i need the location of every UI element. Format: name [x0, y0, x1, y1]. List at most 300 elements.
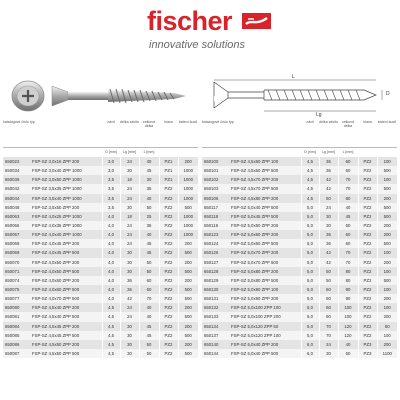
table-row: [3, 294, 198, 303]
table-row: [3, 303, 198, 312]
cell-l: 30: [120, 258, 139, 267]
cell-box: 100: [377, 285, 397, 294]
table-row: [202, 331, 397, 340]
table-row: [202, 230, 397, 239]
col-header-l: délka závitu: [120, 120, 139, 124]
cell-type: FSP-SZ 4,5x70 ZPP 500: [229, 184, 301, 193]
cell-l: 70: [319, 331, 338, 340]
cell-type: FSP-SZ 4,0x35 ZPP 1000: [30, 221, 102, 230]
cell-type: FSP-SZ 5,0x100 ZPP 200: [229, 312, 301, 321]
cell-code: 650118: [202, 212, 229, 221]
cell-d: 5,0: [301, 303, 319, 312]
cell-head: PZ2: [358, 221, 377, 230]
screw-photo-icon: [8, 76, 188, 121]
cell-code: 650140: [202, 340, 229, 349]
cell-box: 200: [178, 340, 198, 349]
cell-lg: 40: [139, 230, 159, 239]
brand-logo-text: fischer: [147, 6, 233, 36]
cell-code: 650106: [202, 194, 229, 203]
cell-l: 30: [120, 248, 139, 257]
unit-l: Lg [mm]: [319, 148, 338, 158]
col-header-l: délka závitu: [319, 120, 338, 124]
cell-type: FSP-SZ 4,5x70 ZPP 200: [229, 175, 301, 184]
cell-lg: 45: [139, 166, 159, 175]
cell-type: FSP-SZ 4,5x45 ZPP 500: [30, 331, 102, 340]
cell-lg: 100: [338, 312, 358, 321]
fischer-flag-logo-icon: [242, 13, 271, 29]
brand-tagline: innovative solutions: [149, 39, 246, 51]
col-header-head: hlava: [164, 120, 173, 124]
cell-d: 5,0: [301, 331, 319, 340]
cell-head: PZ2: [358, 331, 377, 340]
cell-code: 650067: [3, 230, 30, 239]
cell-l: 36: [120, 276, 139, 285]
col-header-lg: celková délka: [142, 120, 156, 129]
cell-d: 4,0: [102, 294, 120, 303]
cell-type: FSP-SZ 4,0x60 ZPP 200: [30, 276, 102, 285]
cell-code: 650131: [202, 294, 229, 303]
cell-l: 30: [120, 331, 139, 340]
cell-code: 650101: [202, 166, 229, 175]
table-row: [202, 258, 397, 267]
cell-code: 650084: [3, 322, 30, 331]
cell-head: PZ2: [358, 212, 377, 221]
cell-box: 200: [377, 312, 397, 321]
cell-d: 3,5: [102, 194, 120, 203]
cell-l: 36: [319, 239, 338, 248]
cell-l: 60: [319, 294, 338, 303]
cell-code: 650137: [202, 331, 229, 340]
cell-code: 650077: [3, 294, 30, 303]
cell-d: 3,0: [102, 157, 120, 166]
cell-head: PZ2: [159, 276, 178, 285]
table-row: [3, 203, 198, 212]
cell-lg: 35: [139, 184, 159, 193]
cell-code: 650128: [202, 267, 229, 276]
cell-d: 4,0: [102, 248, 120, 257]
cell-lg: 45: [338, 212, 358, 221]
cell-code: 650130: [202, 285, 229, 294]
cell-lg: 40: [338, 203, 358, 212]
cell-type: FSP-SZ 4,5x40 ZPP 500: [30, 312, 102, 321]
table-row: [3, 322, 198, 331]
cell-d: 5,0: [301, 221, 319, 230]
cell-code: 650066: [3, 221, 30, 230]
cell-type: FSP-SZ 6,0x40 ZPP 200: [229, 340, 301, 349]
cell-type: FSP-SZ 5,0x70 ZPP 500: [229, 258, 301, 267]
cell-box: 500: [178, 294, 198, 303]
cell-code: 650081: [3, 312, 30, 321]
cell-box: 200: [377, 294, 397, 303]
table-row: [202, 285, 397, 294]
table-row: [3, 349, 198, 358]
cell-code: 650086: [3, 340, 30, 349]
table-row: [3, 312, 198, 321]
cell-code: 650069: [3, 248, 30, 257]
cell-l: 60: [319, 303, 338, 312]
cell-type: FSP-SZ 5,0x80 ZPP 200: [229, 267, 301, 276]
unit-lg: L [mm]: [338, 148, 358, 158]
cell-lg: 35: [139, 221, 159, 230]
cell-d: 5,0: [301, 230, 319, 239]
cell-head: PZ2: [159, 294, 178, 303]
cell-head: PZ2: [358, 276, 377, 285]
table-row: [202, 239, 397, 248]
cell-lg: 70: [338, 248, 358, 257]
cell-box: 1000: [178, 194, 198, 203]
cell-l: 24: [120, 184, 139, 193]
cell-type: FSP-SZ 5,0x60 ZPP 500: [229, 239, 301, 248]
cell-type: FSP-SZ 4,5x80 ZPP 200: [229, 194, 301, 203]
cell-code: 650074: [3, 276, 30, 285]
cell-box: 200: [377, 340, 397, 349]
cell-code: 650085: [3, 331, 30, 340]
cell-type: FSP-SZ 6,0x40 ZPP 500: [229, 349, 301, 358]
cell-head: PZ2: [358, 285, 377, 294]
cell-code: 650044: [3, 194, 30, 203]
screw-dimension-drawing-icon: [204, 76, 398, 123]
cell-d: 4,5: [301, 157, 319, 166]
cell-lg: 80: [338, 276, 358, 285]
cell-box: 50: [377, 322, 397, 331]
cell-l: 30: [120, 340, 139, 349]
cell-lg: 50: [139, 203, 159, 212]
cell-type: FSP-SZ 5,0x40 ZPP 500: [229, 203, 301, 212]
cell-box: 100: [377, 303, 397, 312]
cell-l: 30: [120, 322, 139, 331]
cell-l: 36: [120, 285, 139, 294]
col-header-head: hlava: [363, 120, 372, 124]
cell-d: 5,0: [301, 258, 319, 267]
unit-lg: L [mm]: [139, 148, 159, 158]
cell-l: 24: [120, 230, 139, 239]
cell-d: 4,5: [301, 175, 319, 184]
cell-type: FSP-SZ 5,0x60 ZPP 200: [229, 230, 301, 239]
cell-d: 4,5: [102, 303, 120, 312]
table-row: [202, 312, 397, 321]
table-row: [202, 194, 397, 203]
cell-lg: 40: [139, 157, 159, 166]
cell-head: PZ2: [159, 221, 178, 230]
table-row: [202, 248, 397, 257]
cell-head: PZ2: [358, 184, 377, 193]
cell-type: FSP-SZ 5,0x45 ZPP 500: [229, 212, 301, 221]
cell-l: 30: [319, 349, 338, 358]
cell-lg: 80: [338, 267, 358, 276]
cell-code: 650080: [3, 303, 30, 312]
cell-type: FSP-SZ 5,0x120 ZPP 50: [229, 322, 301, 331]
cell-d: 4,5: [102, 312, 120, 321]
cell-type: FSP-SZ 5,0x50 ZPP 200: [229, 221, 301, 230]
cell-type: FSP-SZ 4,5x50 ZPP 200: [30, 340, 102, 349]
col-header-box: balení kusů: [377, 120, 397, 124]
cell-l: 24: [120, 194, 139, 203]
cell-type: FSP-SZ 4,5x60 ZPP 500: [229, 166, 301, 175]
cell-type: FSP-SZ 3,5x35 ZPP 1000: [30, 184, 102, 193]
cell-type: FSP-SZ 3,0x40 ZPP 1000: [30, 166, 102, 175]
table-row: [202, 276, 397, 285]
drawing-d-label: D: [386, 91, 390, 97]
cell-box: 500: [178, 203, 198, 212]
cell-lg: 25: [139, 212, 159, 221]
cell-box: 500: [178, 349, 198, 358]
cell-l: 36: [319, 230, 338, 239]
col-header-d: závit: [306, 120, 314, 124]
cell-lg: 120: [338, 331, 358, 340]
cell-lg: 60: [338, 157, 358, 166]
cell-type: FSP-SZ 3,5x50 ZPP 200: [30, 203, 102, 212]
cell-type: FSP-SZ 4,0x40 ZPP 1000: [30, 230, 102, 239]
cell-type: FSP-SZ 5,0x70 ZPP 200: [229, 248, 301, 257]
table-row: [202, 166, 397, 175]
cell-l: 24: [120, 312, 139, 321]
cell-d: 4,0: [102, 239, 120, 248]
cell-type: FSP-SZ 4,0x50 ZPP 500: [30, 267, 102, 276]
col-header-code: katalogové číslo: [202, 120, 228, 124]
table-row: [202, 294, 397, 303]
cell-code: 650133: [202, 312, 229, 321]
cell-l: 24: [120, 239, 139, 248]
cell-box: 1000: [178, 175, 198, 184]
cell-l: 18: [120, 175, 139, 184]
cell-d: 4,5: [102, 349, 120, 358]
cell-d: 5,0: [301, 312, 319, 321]
cell-head: PZ2: [159, 184, 178, 193]
cell-d: 4,0: [102, 267, 120, 276]
cell-head: PZ2: [159, 331, 178, 340]
cell-lg: 60: [139, 285, 159, 294]
cell-lg: 60: [338, 230, 358, 239]
cell-head: PZ2: [159, 303, 178, 312]
unit-row: [3, 148, 198, 158]
cell-box: 500: [178, 312, 198, 321]
cell-l: 30: [120, 267, 139, 276]
cell-head: PZ2: [358, 157, 377, 166]
cell-box: 200: [178, 157, 198, 166]
cell-head: PZ2: [159, 230, 178, 239]
cell-type: FSP-SZ 5,0x90 ZPP 100: [229, 285, 301, 294]
cell-code: 650022: [3, 157, 30, 166]
table-row: [202, 349, 397, 358]
col-header-type: typ: [229, 120, 234, 124]
cell-l: 70: [319, 322, 338, 331]
cell-lg: 70: [139, 294, 159, 303]
cell-type: FSP-SZ 3,0x16 ZPP 200: [30, 157, 102, 166]
cell-box: 1000: [178, 166, 198, 175]
cell-box: 500: [178, 285, 198, 294]
col-header-d: závit: [107, 120, 115, 124]
cell-d: 5,0: [301, 285, 319, 294]
cell-l: 24: [120, 303, 139, 312]
cell-box: 100: [377, 157, 397, 166]
table-row: [202, 175, 397, 184]
cell-box: 500: [178, 331, 198, 340]
cell-box: 200: [178, 258, 198, 267]
cell-lg: 80: [338, 194, 358, 203]
cell-lg: 40: [139, 194, 159, 203]
cell-box: 500: [178, 267, 198, 276]
cell-box: 500: [377, 239, 397, 248]
cell-d: 4,5: [102, 340, 120, 349]
cell-code: 650124: [202, 239, 229, 248]
cell-lg: 60: [139, 276, 159, 285]
cell-d: 6,0: [301, 340, 319, 349]
cell-type: FSP-SZ 4,0x45 ZPP 200: [30, 239, 102, 248]
cell-code: 650075: [3, 285, 30, 294]
col-header-type: typ: [30, 120, 35, 124]
table-row: [3, 157, 198, 166]
cell-l: 24: [120, 221, 139, 230]
cell-head: PZ3: [358, 340, 377, 349]
cell-box: 500: [377, 203, 397, 212]
cell-code: 650132: [202, 303, 229, 312]
cell-lg: 50: [139, 340, 159, 349]
cell-lg: 40: [139, 312, 159, 321]
unit-d: D [mm]: [301, 148, 319, 158]
cell-d: 3,5: [102, 203, 120, 212]
cell-code: 650102: [202, 175, 229, 184]
cell-box: 500: [178, 248, 198, 257]
cell-head: PZ2: [358, 203, 377, 212]
cell-d: 5,0: [301, 267, 319, 276]
table-row: [202, 212, 397, 221]
table-row: [3, 175, 198, 184]
drawing-lg-label: Lg: [316, 112, 322, 118]
cell-lg: 40: [139, 303, 159, 312]
cell-head: PZ2: [358, 248, 377, 257]
cell-type: FSP-SZ 4,0x60 ZPP 500: [30, 285, 102, 294]
table-row: [202, 221, 397, 230]
cell-lg: 45: [139, 248, 159, 257]
cell-d: 5,0: [301, 212, 319, 221]
cell-box: 1000: [178, 221, 198, 230]
unit-d: D [mm]: [102, 148, 120, 158]
cell-code: 650144: [202, 349, 229, 358]
cell-l: 24: [319, 203, 338, 212]
cell-code: 650117: [202, 203, 229, 212]
cell-code: 650087: [3, 349, 30, 358]
table-row: [3, 239, 198, 248]
cell-d: 3,0: [102, 166, 120, 175]
cell-lg: 30: [139, 175, 159, 184]
cell-code: 650036: [3, 175, 30, 184]
table-row: [3, 267, 198, 276]
cell-head: PZ2: [358, 166, 377, 175]
cell-lg: 40: [338, 340, 358, 349]
table-row: [202, 184, 397, 193]
table-header-row: [202, 120, 397, 148]
cell-l: 60: [319, 312, 338, 321]
cell-head: PZ2: [159, 285, 178, 294]
cell-d: 5,0: [301, 248, 319, 257]
cell-code: 650048: [3, 203, 30, 212]
cell-head: PZ2: [159, 349, 178, 358]
cell-box: 100: [377, 175, 397, 184]
table-row: [3, 212, 198, 221]
cell-code: 650126: [202, 248, 229, 257]
cell-box: 100: [377, 267, 397, 276]
cell-d: 5,0: [301, 239, 319, 248]
cell-head: PZ2: [358, 230, 377, 239]
cell-box: 1100: [377, 349, 397, 358]
cell-box: 200: [377, 194, 397, 203]
cell-box: 1000: [178, 184, 198, 193]
cell-lg: 60: [338, 239, 358, 248]
cell-l: 42: [319, 248, 338, 257]
cell-d: 4,0: [102, 276, 120, 285]
cell-head: PZ2: [358, 258, 377, 267]
cell-code: 650123: [202, 230, 229, 239]
cell-d: 6,0: [301, 349, 319, 358]
cell-code: 650034: [3, 166, 30, 175]
table-row: [3, 230, 198, 239]
cell-type: FSP-SZ 5,0x120 ZPP 100: [229, 331, 301, 340]
cell-d: 4,5: [102, 322, 120, 331]
cell-l: 36: [319, 166, 338, 175]
cell-lg: 45: [139, 331, 159, 340]
cell-code: 650103: [202, 184, 229, 193]
cell-lg: 50: [139, 349, 159, 358]
cell-d: 4,5: [301, 184, 319, 193]
cell-box: 1000: [178, 230, 198, 239]
cell-code: 650068: [3, 239, 30, 248]
cell-type: FSP-SZ 3,0x50 ZPP 1000: [30, 175, 102, 184]
drawing-l-label: L: [292, 74, 295, 80]
cell-head: PZ2: [358, 194, 377, 203]
cell-type: FSP-SZ 4,5x50 ZPP 500: [30, 349, 102, 358]
cell-head: PZ2: [358, 303, 377, 312]
cell-head: PZ3: [358, 349, 377, 358]
cell-box: 500: [377, 184, 397, 193]
cell-head: PZ2: [159, 212, 178, 221]
cell-box: 500: [377, 212, 397, 221]
table-row: [3, 184, 198, 193]
cell-d: 4,0: [102, 212, 120, 221]
cell-d: 4,0: [102, 221, 120, 230]
cell-type: FSP-SZ 4,0x25 ZPP 1000: [30, 212, 102, 221]
table-row: [3, 258, 198, 267]
cell-d: 4,0: [102, 230, 120, 239]
table-row: [3, 340, 198, 349]
cell-lg: 100: [338, 303, 358, 312]
cell-l: 30: [319, 221, 338, 230]
cell-l: 50: [319, 267, 338, 276]
cell-box: 100: [377, 248, 397, 257]
cell-lg: 50: [139, 267, 159, 276]
cell-code: 650100: [202, 157, 229, 166]
cell-head: PZ2: [159, 340, 178, 349]
cell-l: 42: [120, 294, 139, 303]
table-row: [202, 157, 397, 166]
cell-box: 500: [377, 276, 397, 285]
cell-d: 4,0: [102, 285, 120, 294]
cell-code: 650119: [202, 221, 229, 230]
cell-l: 18: [120, 212, 139, 221]
col-header-code: katalogové číslo: [3, 120, 29, 124]
table-row: [202, 267, 397, 276]
cell-head: PZ1: [159, 166, 178, 175]
cell-head: PZ2: [358, 175, 377, 184]
table-row: [3, 166, 198, 175]
cell-box: 200: [178, 239, 198, 248]
cell-head: PZ2: [159, 203, 178, 212]
cell-lg: 45: [139, 322, 159, 331]
cell-code: 650129: [202, 276, 229, 285]
cell-d: 3,5: [102, 184, 120, 193]
cell-type: FSP-SZ 4,5x60 ZPP 100: [229, 157, 301, 166]
cell-l: 30: [120, 349, 139, 358]
cell-l: 42: [319, 258, 338, 267]
